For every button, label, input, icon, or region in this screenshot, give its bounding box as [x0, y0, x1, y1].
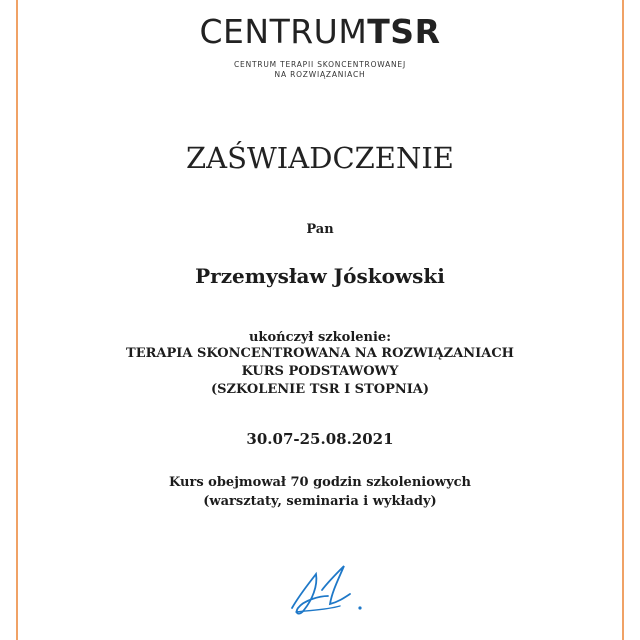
- logo-subtitle-line2: NA ROZWIĄZANIACH: [274, 70, 366, 79]
- course-line-2: KURS PODSTAWOWY: [241, 364, 399, 379]
- right-border: [622, 0, 624, 640]
- course-line-3: (SZKOLENIE TSR I STOPNIA): [210, 382, 430, 397]
- logo-name-light: CENTRUM: [199, 12, 368, 51]
- logo-subtitle-line1: CENTRUM TERAPII SKONCENTROWANEJ: [234, 60, 406, 69]
- hours-line: Kurs obejmował 70 godzin szkoleniowych: [169, 475, 471, 490]
- certificate-title: ZAŚWIADCZENIE: [186, 141, 454, 175]
- left-border: [16, 0, 18, 640]
- course-dates: 30.07-25.08.2021: [246, 430, 394, 448]
- logo-wordmark: [0, 12, 640, 51]
- course-line-1: TERAPIA SKONCENTROWANA NA ROZWIĄZANIACH: [126, 346, 514, 361]
- completed-line: ukończył szkolenie:: [248, 330, 391, 345]
- logo-mark-icon: [300, 0, 340, 6]
- logo-name-bold: TSR: [367, 12, 441, 51]
- salutation: Pan: [306, 222, 334, 237]
- hours-detail-line: (warsztaty, seminaria i wykłady): [203, 494, 437, 509]
- signature-icon: [282, 560, 372, 620]
- recipient-name: Przemysław Jóskowski: [195, 264, 445, 288]
